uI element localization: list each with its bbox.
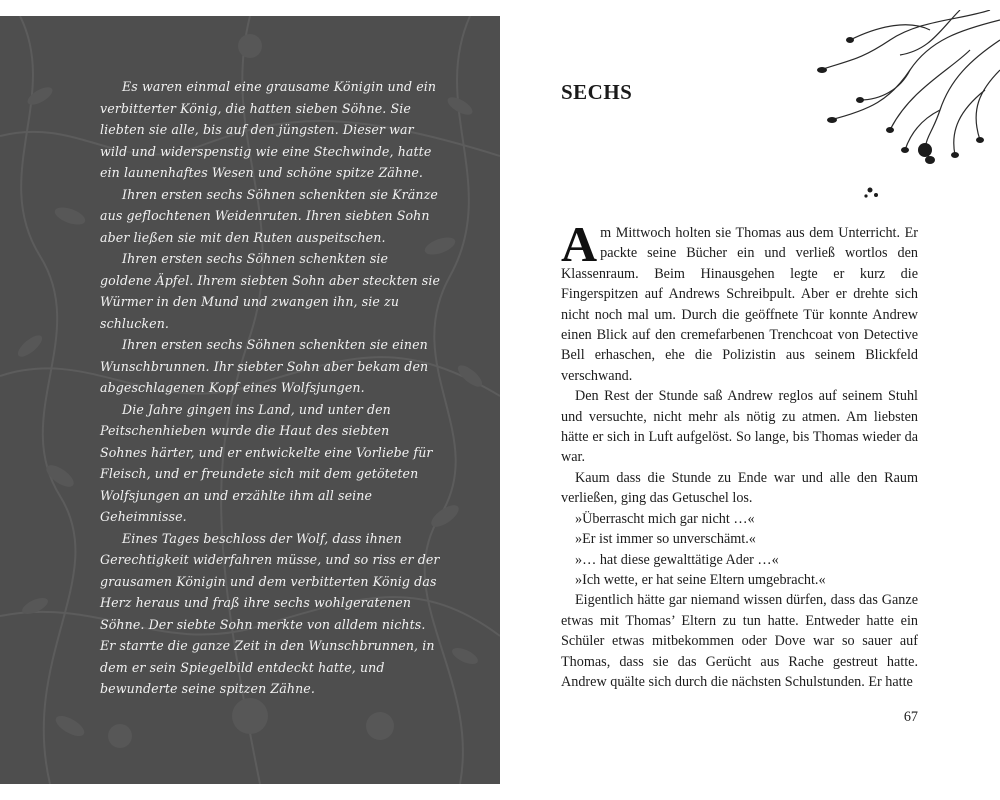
fairy-tale-paragraph: Ihren ersten sechs Söhnen schenkten sie einen Wunschbrunnen. Ihr siebter Sohn aber bekam den abgeschlagenen Kopf eines Wolfsjungen.: [100, 337, 429, 395]
page-number: 67: [903, 709, 918, 725]
fairy-tale-paragraph: Eines Tages beschloss der Wolf, dass ihnen Gerechtigkeit widerfahren müsse, und so riss er der grausamen Königin und dem verbitterten König das Herz heraus und fraß ihre sechs wohlgeratenen Söhne. Der siebte Sohn merkte von alldem nichts. Er starrte die ganze Zeit in den Wunschbrunnen, in dem er sein Spiegelbild entdeckt hatte, und bewunderte seine spitzen Zähne.: [100, 530, 440, 696]
fairy-tale-paragraph: Ihren ersten sechs Söhnen schenkten sie Kränze aus geflochtenen Weidenruten. Ihren siebten Sohn aber ließen sie mit den Ruten auspeitschen.: [100, 186, 438, 245]
fairy-tale-paragraph: Ihren ersten sechs Söhnen schenkten sie goldene Äpfel. Ihrem siebten Sohn aber steckten sie Würmer in den Mund und zwangen ihn, sie zu schlucken.: [100, 251, 441, 331]
right-page: [500, 0, 1000, 800]
opening-paragraph: [561, 216, 918, 386]
left-page: [0, 16, 500, 784]
vine-ornament-illustration: [810, 10, 1000, 210]
opening-paragraph-text: m Mittwoch holten sie Thomas aus dem Unterricht. Er packte seine Bücher ein und verließ wortlos den Klassenraum. Beim Hinausgehen legte er kurz die Fingerspitzen auf Andrews Schreibpult. Aber er drehte sich nicht noch mal um. Durch die geöffnete Tür konnte Andrew einen Blick auf den cremefarbenen Trenchcoat von Detective Bell erhaschen, ehe die Polizistin aus seinem Blickfeld verschwand.: [561, 225, 918, 384]
drop-cap-letter: A: [561, 216, 598, 272]
body-paragraph: Kaum dass die Stunde zu Ende war und alle den Raum verließen, ging das Getuschel los.: [561, 469, 918, 507]
dialogue-line: »Er ist immer so unverschämt.«: [575, 531, 756, 548]
fairy-tale-paragraph: Es waren einmal eine grausame Königin und ein verbitterter König, die hatten sieben Söhne. Sie liebten sie alle, bis auf den jüngsten. Dieser war wild und widerspenstig wie eine Stechwinde, hatte ein launenhaftes Wesen und schöne spitze Zähne.: [100, 79, 437, 180]
dialogue-line: »Überrascht mich gar nicht …«: [575, 510, 755, 527]
chapter-title: SECHS: [561, 80, 633, 104]
fairy-tale-text: [100, 76, 440, 700]
body-paragraph: Den Rest der Stunde saß Andrew reglos auf seinem Stuhl und versuchte, nicht mehr als nötig zu atmen. Am liebsten hätte er sich in Luft aufgelöst. So lange, bis Thomas wieder da war.: [561, 388, 918, 466]
dialogue-line: »Ich wette, er hat seine Eltern umgebracht.«: [575, 571, 826, 588]
body-paragraph: Eigentlich hätte gar niemand wissen dürfen, dass das Ganze etwas mit Thomas’ Eltern zu tun hatte. Entweder hatte ein Schüler etwas mitbekommen oder Dove war so sauer auf Thomas, dass sie das Gerücht aus Rache gestreut hatte. Andrew quälte sich durch die nächsten Schulstunden. Er hatte: [561, 592, 918, 690]
fairy-tale-paragraph: Die Jahre gingen ins Land, und unter den Peitschenhieben wurde die Haut des siebten Sohnes härter, und er entwickelte eine Vorliebe für Fleisch, und er freundete sich mit dem getöteten Wolfsjungen an und erzählte ihm all seine Geheimnisse.: [100, 401, 433, 524]
dialogue-line: »… hat diese gewalttätige Ader …«: [575, 551, 779, 568]
chapter-body-text: [561, 216, 918, 692]
